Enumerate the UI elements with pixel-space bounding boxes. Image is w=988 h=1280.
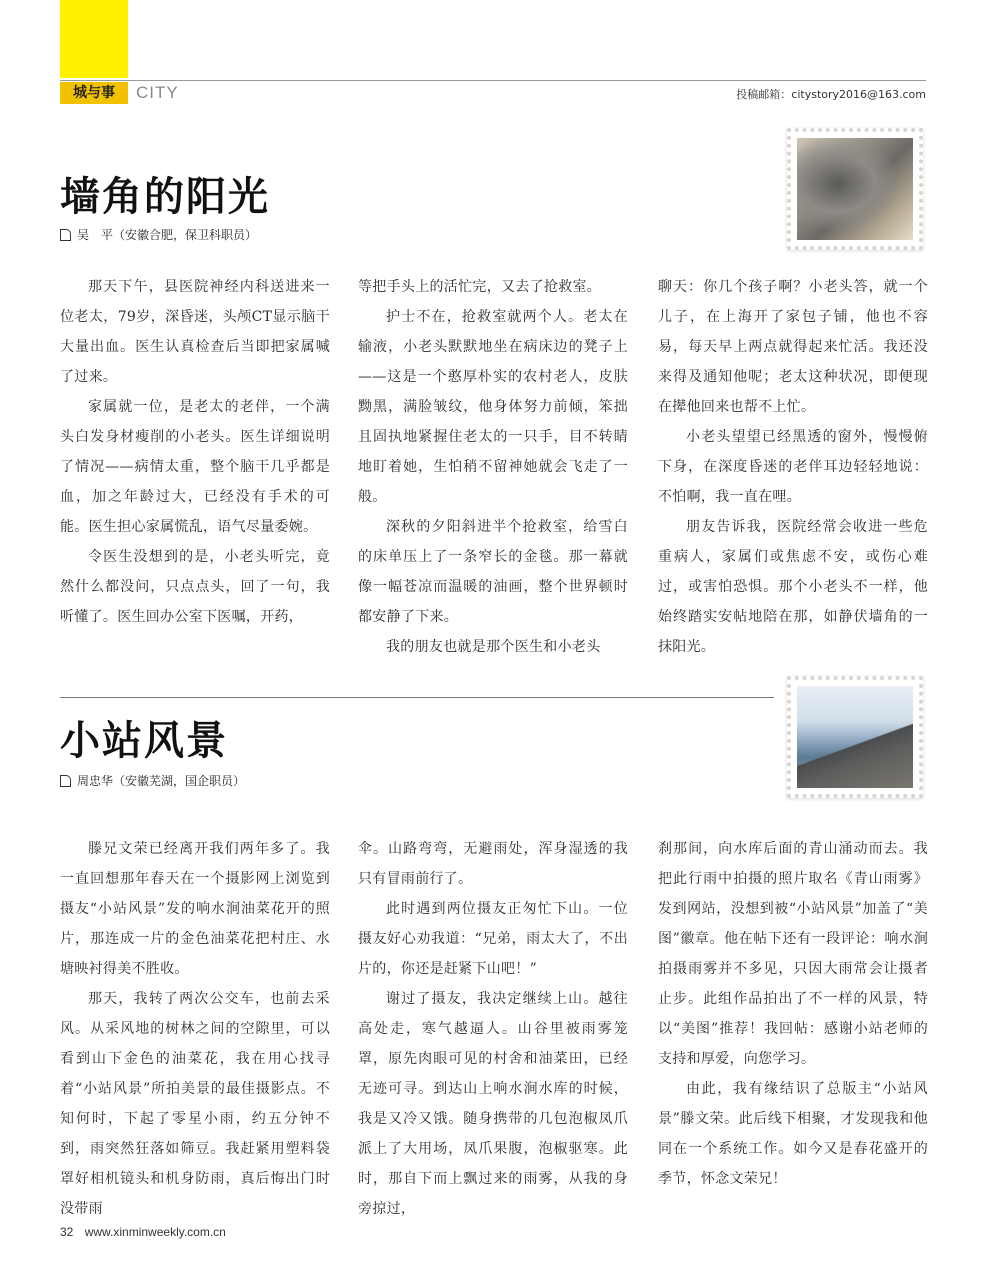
paragraph: 那天，我转了两次公交车，也前去采风。从采风地的树林之间的空隙里，可以看到山下金色的油菜花，我在用心找寻着“小站风景”所拍美景的最佳摄影点。不知何时，下起了零星小雨，约五分钟不到，雨突然狂落如筛豆。我赶紧用塑料袋罩好相机镜头和机身防雨，真后悔出门时没带雨 [60,991,330,1217]
article2-byline [60,772,245,789]
paragraph: 家属就一位，是老太的老伴，一个满头白发身材瘦削的小老头。医生详细说明了情况——病情太重，整个脑干几乎都是血，加之年龄过大，已经没有手术的可能。医生担心家属慌乱，语气尽量委婉。 [60,399,330,535]
article2-column-1 [60,834,330,1224]
article2-column-3 [658,834,928,1194]
section-label: 城与事 [60,82,128,104]
paragraph: 刹那间，向水库后面的青山涌动而去。我把此行雨中拍摄的照片取名《青山雨雾》发到网站，没想到被“小站风景”加盖了“美图”徽章。他在帖下还有一段评论：响水涧拍摄雨雾并不多见，只因大雨常会让摄者止步。此组作品拍出了不一样的风景，特以“美图”推荐！我回帖：感谢小站老师的支持和厚爱，向您学习。 [658,841,928,1067]
paragraph: 谢过了摄友，我决定继续上山。越往高处走，寒气越逼人。山谷里被雨雾笼罩，原先肉眼可见的村舍和油菜田，已经无迹可寻。到达山上响水涧水库的时候，我是又冷又饿。随身携带的几包泡椒凤爪派上了大用场，凤爪果腹，泡椒驱寒。此时，那自下而上飘过来的雨雾，从我的身旁掠过， [358,991,628,1217]
section-label-english: CITY [136,83,179,102]
paragraph: 伞。山路弯弯，无避雨处，浑身湿透的我只有冒雨前行了。 [358,841,628,887]
article1-stamp-photo [787,128,923,250]
stamp-photo-image [797,686,913,788]
yellow-tab [60,0,128,78]
paragraph: 深秋的夕阳斜进半个抢救室，给雪白的床单压上了一条窄长的金毯。那一幕就像一幅苍凉而温暖的油画，整个世界顿时都安静了下来。 [358,519,628,625]
paragraph: 此时遇到两位摄友正匆忙下山。一位摄友好心劝我道：“兄弟，雨太大了，不出片的，你还是赶紧下山吧！” [358,901,628,977]
paragraph: 滕兄文荣已经离开我们两年多了。我一直回想那年春天在一个摄影网上浏览到摄友“小站风景”发的响水涧油菜花开的照片，那连成一片的金色油菜花把村庄、水塘映衬得美不胜收。 [60,841,330,977]
page-number: 32 [60,1225,74,1239]
page-footer [60,1225,226,1239]
article2-author: 周忠华（安徽芜湖，国企职员） [77,774,246,788]
article1-byline [60,226,257,243]
article2-stamp-photo [787,676,923,798]
article1-title: 墙角的阳光 [60,174,270,220]
article1-column-2 [358,272,628,662]
paragraph: 护士不在，抢救室就两个人。老太在输液，小老头默默地坐在病床边的凳子上——这是一个憨厚朴实的农村老人，皮肤黝黑，满脸皱纹，他身体努力前倾，笨拙且固执地紧握住老太的一只手，目不转睛地盯着她，生怕稍不留神她就会飞走了一般。 [358,309,628,505]
author-pen-icon [60,229,71,241]
article1-column-1 [60,272,330,632]
paragraph: 聊天：你几个孩子啊？小老头答，就一个儿子，在上海开了家包子铺，他也不容易，每天早上两点就得起来忙活。我还没来得及通知他呢；老太这种状况，即便现在撵他回来也帮不上忙。 [658,279,928,415]
paragraph: 我的朋友也就是那个医生和小老头 [386,639,601,655]
stamp-photo-image [797,138,913,240]
paragraph: 由此，我有缘结识了总版主“小站风景”滕文荣。此后线下相聚，才发现我和他同在一个系统工作。如今又是春花盛开的季节，怀念文荣兄！ [658,1081,928,1187]
paragraph: 那天下午，县医院神经内科送进来一位老太，79岁，深昏迷，头颅CT显示脑干大量出血。医生认真检查后当即把家属喊了过来。 [60,279,330,385]
author-pen-icon [60,775,71,787]
article1-column-3 [658,272,928,662]
section-divider [60,697,774,698]
article2-column-2 [358,834,628,1224]
paragraph: 令医生没想到的是，小老头听完，竟然什么都没问，只点点头，回了一句，我听懂了。医生回办公室下医嘱，开药， [60,549,330,625]
paragraph: 朋友告诉我，医院经常会收进一些危重病人，家属们或焦虑不安，或伤心难过，或害怕恐惧。那个小老头不一样，他始终踏实安帖地陪在那，如静伏墙角的一抹阳光。 [658,519,928,655]
website-url: www.xinminweekly.com.cn [84,1225,226,1239]
submit-email: 投稿邮箱：citystory2016@163.com [736,88,926,101]
article1-author: 吴 平（安徽合肥，保卫科职员） [77,228,258,242]
article2-title: 小站风景 [60,718,228,764]
header-rule [60,80,926,81]
paragraph: 等把手头上的活忙完，又去了抢救室。 [358,279,602,295]
paragraph: 小老头望望已经黑透的窗外，慢慢俯下身，在深度昏迷的老伴耳边轻轻地说：不怕啊，我一直在哩。 [658,429,928,505]
